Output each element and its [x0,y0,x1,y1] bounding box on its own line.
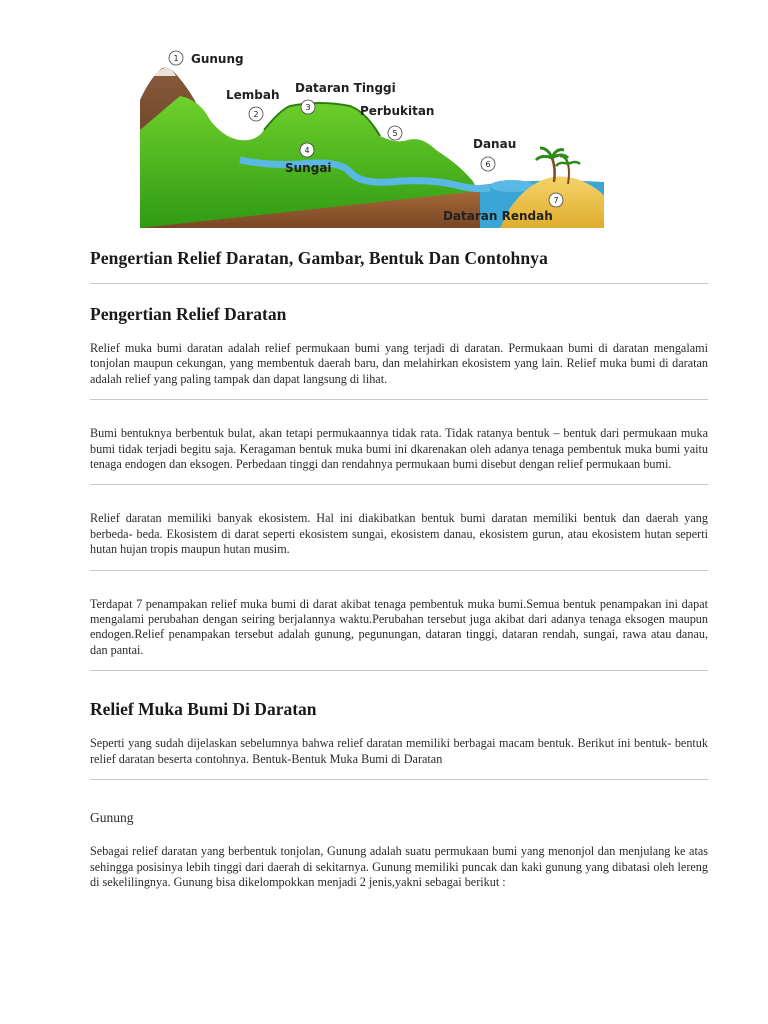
marker-6-number: 6 [485,160,491,169]
subheading-gunung: Gunung [90,810,134,826]
label-danau: Danau [473,137,517,151]
marker-3-number: 3 [305,103,311,112]
relief-illustration [140,40,604,228]
divider [90,283,708,284]
label-gunung: Gunung [191,52,244,66]
label-dataran-tinggi: Dataran Tinggi [295,81,396,95]
page-title: Pengertian Relief Daratan, Gambar, Bentuk Dan Contohnya [90,248,548,268]
paragraph-1: Relief muka bumi daratan adalah relief permukaan bumi yang terjadi di daratan. Permukaan bumi di daratan mengalami tonjolan maupun cekungan, yang membentuk daerah baru, dan melahirkan ekosistem yang lain. Relief muka bumi di daratan adalah relief yang paling tampak dan dapat langsung di lihat. [90,341,708,386]
divider [90,779,708,780]
label-dataran-rendah: Dataran Rendah [443,209,553,223]
paragraph-4: Terdapat 7 penampakan relief muka bumi di darat akibat tenaga pembentuk muka bumi.Semua bentuk penampakan ini dapat mengalami perubahan dengan seiring berjalannya waktu.Perubahan tersebut juga akibat dari adanya tenaga eksogen maupun endogen.Relief penampakan tersebut adalah gunung, pegunungan, dataran tinggi, dataran rendah, sungai, rawa atau danau, dan pantai. [90,596,708,657]
label-sungai: Sungai [285,161,332,175]
paragraph-6: Sebagai relief daratan yang berbentuk tonjolan, Gunung adalah suatu permukaan bumi yang menonjol dan menjulang ke atas sehingga posisinya lebih tinggi dari daerah di sekitarnya. Gunung memiliki puncak dan kaki gunung yang dibatasi oleh lereng di sekelilingnya. Gunung bisa dikelompokkan menjadi 2 jenis,yakni sebagai berikut : [90,844,708,889]
label-perbukitan: Perbukitan [360,104,435,118]
article-body [90,240,708,890]
paragraph-2: Bumi bentuknya berbentuk bulat, akan tetapi permukaannya tidak rata. Tidak ratanya bentuk – bentuk dari permukaan muka bumi tidak terjadi begitu saja. Keragaman bentuk muka bumi ini dkarenakan oleh adanya tenaga pembentuk muka bumi yaitu tenaga endogen dan eksogen. Perbedaan tinggi dan rendahnya permukaan bumi disebut dengan relief permukaan bumi. [90,426,708,472]
section-heading-pengertian: Pengertian Relief Daratan [90,304,287,324]
label-lembah: Lembah [226,88,280,102]
divider [90,670,708,671]
section-heading-relief-muka-bumi: Relief Muka Bumi Di Daratan [90,699,317,720]
marker-2-number: 2 [253,110,259,119]
marker-5-number: 5 [392,129,398,138]
paragraph-3: Relief daratan memiliki banyak ekosistem. Hal ini diakibatkan bentuk bumi daratan memiliki bentuk dan daerah yang berbeda- beda. Ekosistem di darat seperti ekosistem sungai, ekosistem danau, ekosistem gurun, atau ekosistem hutan seperti hutan hujan tropis maupun hutan musim. [90,511,708,557]
marker-1-number: 1 [173,54,179,63]
marker-7-number: 7 [553,196,559,205]
mountain-snow [154,68,176,76]
paragraph-5: Seperti yang sudah dijelaskan sebelumnya bahwa relief daratan memiliki berbagai macam bentuk. Berikut ini bentuk- bentuk relief daratan beserta contohnya. Bentuk-Bentuk Muka Bumi di Daratan [90,736,708,766]
marker-4-number: 4 [304,146,310,155]
